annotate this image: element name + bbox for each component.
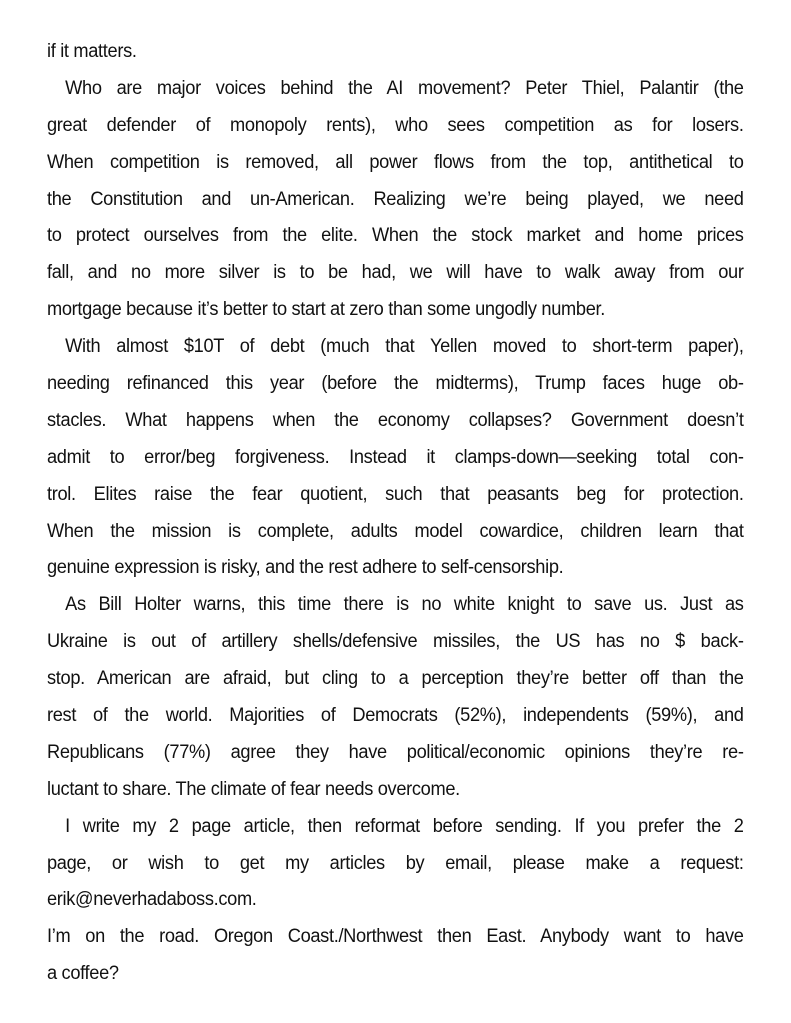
paragraph-debt (47, 328, 744, 586)
text-line: Ukraine is out of artillery shells/defensive missiles, the US has no $ back- (47, 630, 744, 653)
text-line: trol. Elites raise the fear quotient, such that peasants beg for protection. (47, 482, 744, 505)
paragraph-continuation (47, 33, 744, 70)
text-line: great defender of monopoly rents), who sees competition as for losers. (47, 113, 744, 136)
text-line: I write my 2 page article, then reformat before sending. If you prefer the 2 (65, 814, 744, 837)
text-line: genuine expression is risky, and the rest adhere to self-censorship. (47, 556, 564, 579)
text-line: I’m on the road. Oregon Coast./Northwest then East. Anybody want to have (47, 925, 744, 948)
text-line: admit to error/beg forgiveness. Instead it clamps-down—seeking total con- (47, 445, 744, 468)
email-text: erik@neverhadaboss.com. (47, 888, 257, 911)
text-line: stop. American are afraid, but cling to a perception they’re better off than the (47, 667, 744, 690)
text-line: a coffee? (47, 962, 119, 985)
text-line: mortgage because it’s better to start at zero than some ungodly number. (47, 298, 605, 321)
paragraph-holter (47, 586, 744, 807)
text-line: stacles. What happens when the economy collapses? Government doesn’t (47, 408, 744, 431)
text-line: fall, and no more silver is to be had, we will have to walk away from our (47, 261, 744, 284)
text-line: With almost $10T of debt (much that Yellen moved to short-term paper), (65, 335, 744, 358)
paragraph-ai-movement (47, 70, 744, 328)
text-line: if it matters. (47, 40, 137, 62)
text-line: needing refinanced this year (before the midterms), Trump faces huge ob- (47, 372, 744, 395)
text-line: luctant to share. The climate of fear needs overcome. (47, 777, 460, 800)
paragraph-on-the-road (47, 918, 744, 992)
text-line: the Constitution and un-American. Realizing we’re being played, we need (47, 187, 744, 210)
text-line: page, or wish to get my articles by email, please make a request: (47, 851, 744, 874)
text-line: When the mission is complete, adults model cowardice, children learn that (47, 519, 744, 542)
text-line: to protect ourselves from the elite. When the stock market and home prices (47, 224, 744, 247)
paragraph-article-request (47, 808, 744, 919)
text-line: When competition is removed, all power flows from the top, antithetical to (47, 150, 744, 173)
document-page (47, 33, 744, 992)
text-line: Republicans (77%) agree they have political/economic opinions they’re re- (47, 740, 744, 763)
text-line: Who are major voices behind the AI movement? Peter Thiel, Palantir (the (65, 76, 744, 99)
text-line: As Bill Holter warns, this time there is no white knight to save us. Just as (65, 593, 744, 616)
text-line: rest of the world. Majorities of Democrats (52%), independents (59%), and (47, 704, 744, 727)
